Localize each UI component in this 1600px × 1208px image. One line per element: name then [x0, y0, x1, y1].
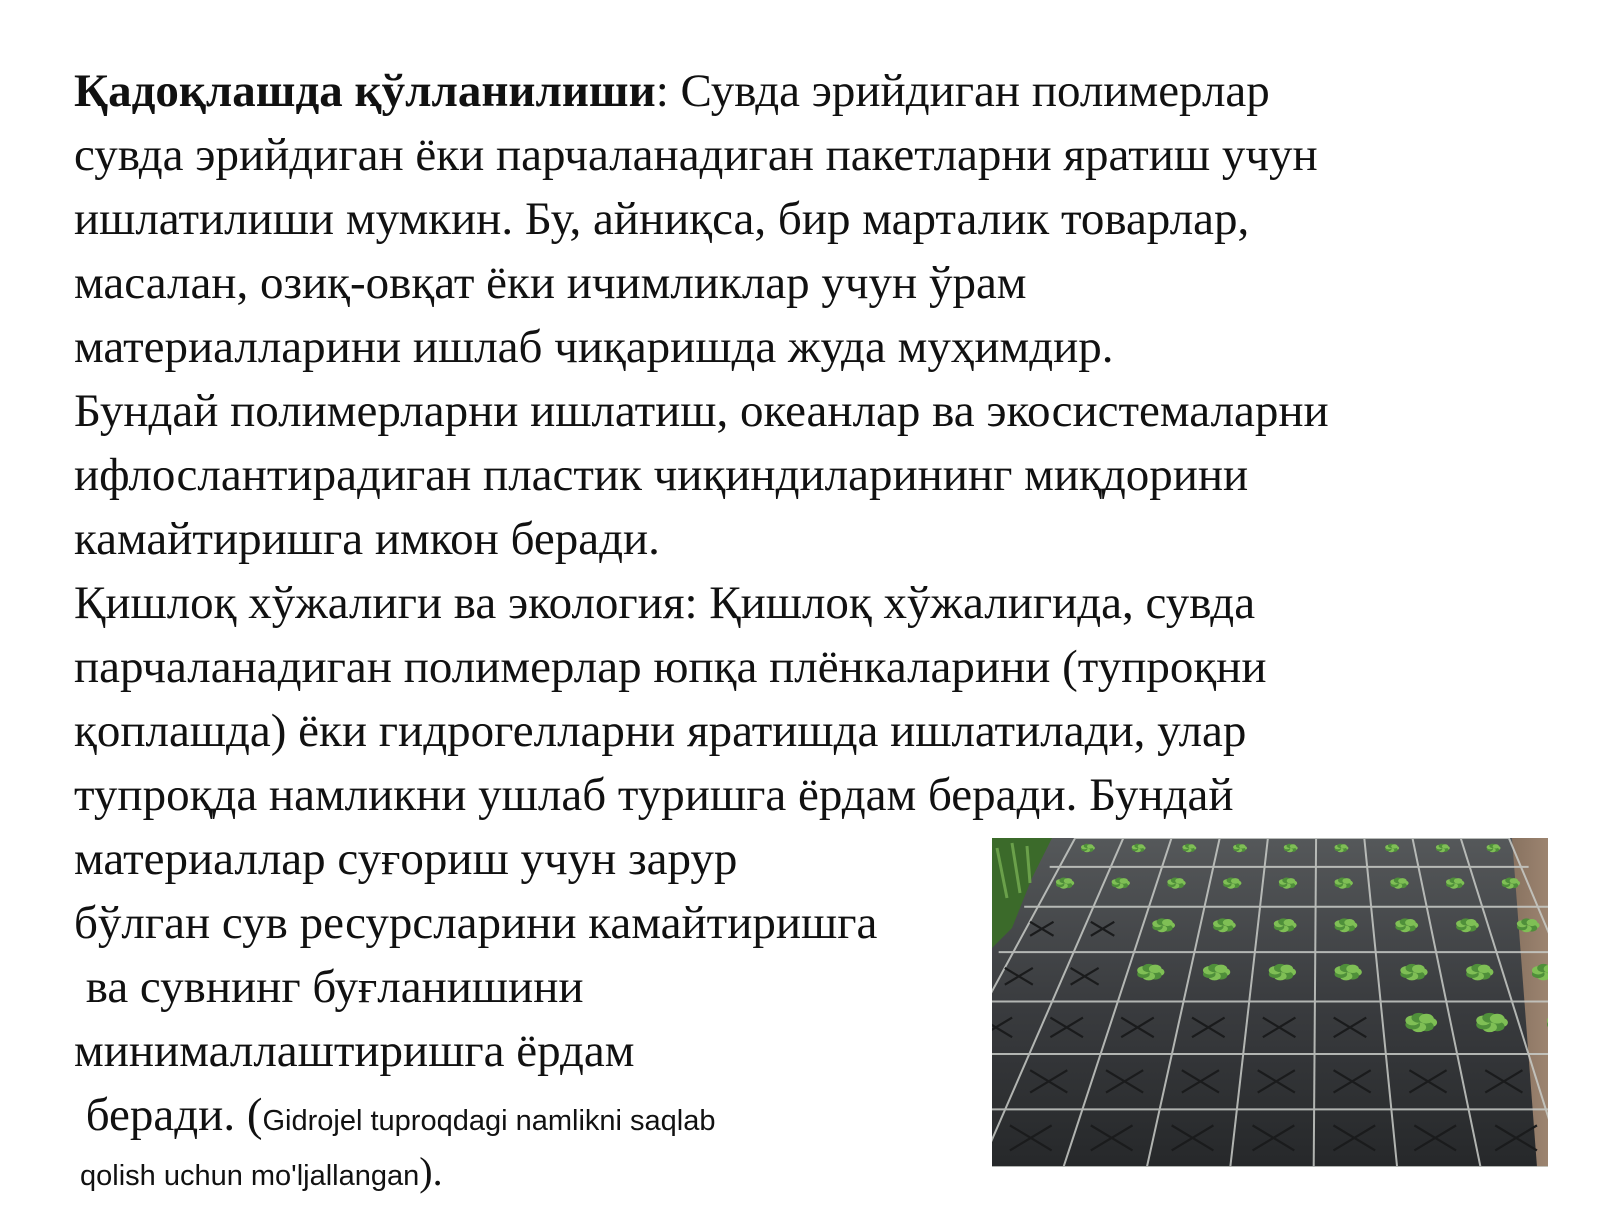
p3-note-part2: qolish uchun mo'ljallangan — [80, 1160, 420, 1192]
p1-line-1 — [74, 59, 1270, 123]
p3-line-3: қоплашда) ёки гидрогелларни яратишда ишлатилади, улар — [74, 705, 1247, 757]
p3-note-part1: Gidrojel tuproqdagi namlikni saqlab — [262, 1105, 716, 1137]
p1-line-2: сувда эрийдиган ёки парчаланадиган пакетларни яратиш учун — [74, 129, 1318, 181]
p3-line-9-text: беради. ( — [74, 1089, 263, 1141]
p2-line-2: ифлослантирадиган пластик чиқиндиларининг миқдорини — [74, 449, 1249, 501]
p2-line-3: камайтиришга имкон беради. — [74, 513, 660, 565]
mulch-film-seedlings-photo — [992, 838, 1548, 1167]
p1-heading: Қадоқлашда қўлланилиши — [74, 65, 656, 117]
p3-line-7: ва сувнинг буғланишини — [74, 961, 584, 1013]
p1-line-4: масалан, озиқ-овқат ёки ичимликлар учун ўрам — [74, 257, 1027, 309]
p1-heading-continuation: : Сувда эрийдиган полимерлар — [655, 65, 1270, 117]
p3-note-close: ). — [419, 1149, 443, 1194]
p3-line-10 — [80, 1138, 443, 1208]
p2-line-1: Бундай полимерларни ишлатиш, океанлар ва экосистемаларни — [74, 385, 1329, 437]
p3-line-8: минималлаштиришга ёрдам — [74, 1025, 635, 1077]
p3-line-2: парчаланадиган полимерлар юпқа плёнкаларини (тупроқни — [74, 641, 1267, 693]
p3-line-1: Қишлоқ хўжалиги ва экология: Қишлоқ хўжалигида, сувда — [74, 577, 1256, 629]
p1-line-3: ишлатилиши мумкин. Бу, айниқса, бир марталик товарлар, — [74, 193, 1250, 245]
p3-line-6: бўлган сув ресурсларини камайтиришга — [74, 897, 878, 949]
p3-line-4: тупроқда намликни ушлаб туришга ёрдам беради. Бундай — [74, 769, 1234, 821]
photo-illustration — [992, 838, 1548, 1167]
p1-line-5: материалларини ишлаб чиқаришда жуда муҳимдир. — [74, 321, 1114, 373]
p3-line-5: материаллар суғориш учун зарур — [74, 833, 738, 885]
